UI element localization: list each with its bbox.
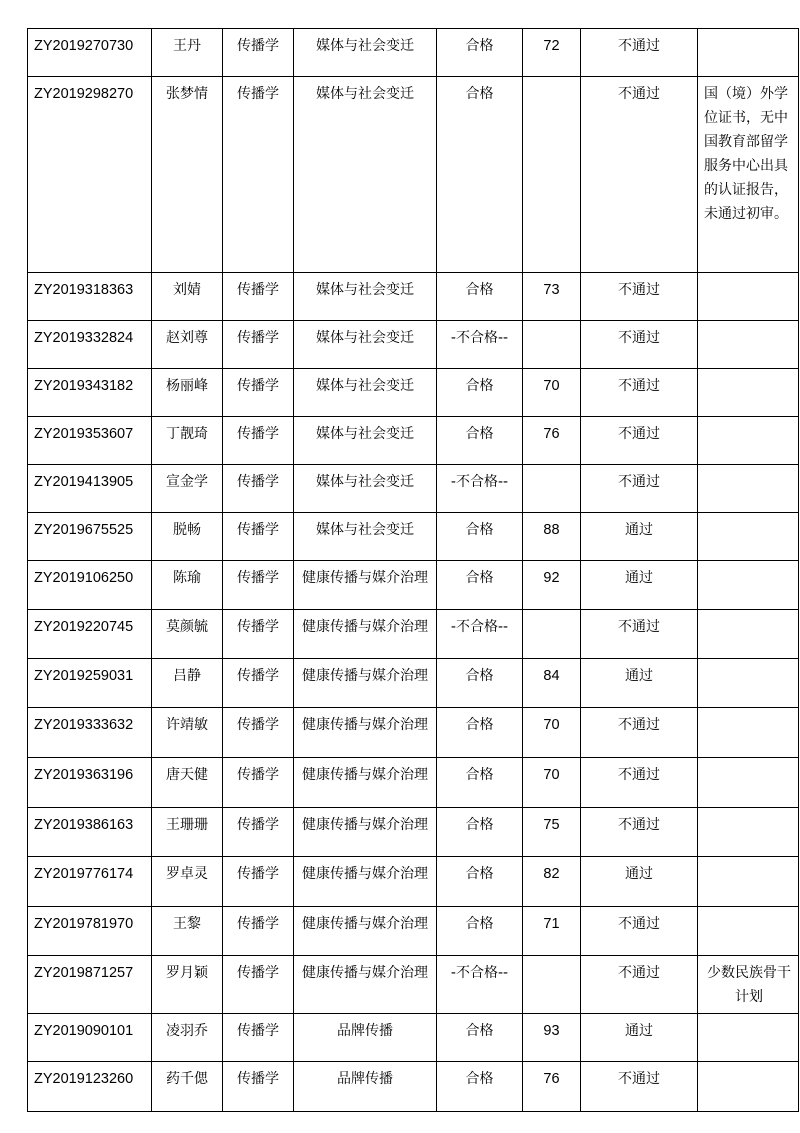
applicant-id-cell: ZY2019123260: [28, 1062, 152, 1112]
score-cell: 82: [523, 857, 581, 907]
research-direction-cell: 媒体与社会变迁: [294, 273, 437, 321]
applicant-id-cell: ZY2019675525: [28, 513, 152, 561]
result-cell: 不通过: [581, 808, 698, 857]
research-direction-cell: 品牌传播: [294, 1014, 437, 1062]
research-direction-cell: 健康传播与媒介治理: [294, 758, 437, 808]
research-direction-cell: 健康传播与媒介治理: [294, 659, 437, 708]
score-cell: [523, 465, 581, 513]
applicant-name-cell: 许靖敏: [152, 708, 223, 758]
table-row: [28, 808, 799, 857]
qualification-review-cell: -不合格--: [437, 610, 523, 659]
note-cell: [698, 758, 799, 808]
applicant-name-cell: 罗卓灵: [152, 857, 223, 907]
major-cell: 传播学: [223, 610, 294, 659]
note-cell: [698, 857, 799, 907]
score-cell: 73: [523, 273, 581, 321]
qualification-review-cell: -不合格--: [437, 465, 523, 513]
note-cell: [698, 29, 799, 77]
note-cell: [698, 907, 799, 956]
result-cell: 不通过: [581, 273, 698, 321]
major-cell: 传播学: [223, 321, 294, 369]
score-cell: [523, 321, 581, 369]
result-cell: 不通过: [581, 29, 698, 77]
research-direction-cell: 健康传播与媒介治理: [294, 857, 437, 907]
note-cell: [698, 321, 799, 369]
research-direction-cell: 健康传播与媒介治理: [294, 808, 437, 857]
applicant-name-cell: 张梦情: [152, 77, 223, 273]
qualification-review-cell: 合格: [437, 708, 523, 758]
major-cell: 传播学: [223, 561, 294, 610]
table-row: [28, 659, 799, 708]
note-cell: [698, 1062, 799, 1112]
applicant-id-cell: ZY2019333632: [28, 708, 152, 758]
result-cell: 不通过: [581, 1062, 698, 1112]
score-cell: [523, 77, 581, 273]
qualification-review-cell: 合格: [437, 369, 523, 417]
table-row: [28, 465, 799, 513]
major-cell: 传播学: [223, 708, 294, 758]
table-row: [28, 1062, 799, 1112]
major-cell: 传播学: [223, 417, 294, 465]
result-cell: 不通过: [581, 465, 698, 513]
table-row: [28, 758, 799, 808]
major-cell: 传播学: [223, 659, 294, 708]
research-direction-cell: 健康传播与媒介治理: [294, 956, 437, 1014]
score-cell: 84: [523, 659, 581, 708]
applicant-id-cell: ZY2019332824: [28, 321, 152, 369]
note-cell: [698, 659, 799, 708]
applicant-id-cell: ZY2019090101: [28, 1014, 152, 1062]
score-cell: [523, 610, 581, 659]
applicant-name-cell: 吕静: [152, 659, 223, 708]
table-row: [28, 1014, 799, 1062]
score-cell: 76: [523, 417, 581, 465]
research-direction-cell: 媒体与社会变迁: [294, 29, 437, 77]
table-row: [28, 907, 799, 956]
applicant-id-cell: ZY2019353607: [28, 417, 152, 465]
result-cell: 不通过: [581, 369, 698, 417]
table-row: [28, 273, 799, 321]
applicant-id-cell: ZY2019871257: [28, 956, 152, 1014]
note-cell: [698, 708, 799, 758]
table-row: [28, 29, 799, 77]
applicant-name-cell: 莫颜毓: [152, 610, 223, 659]
research-direction-cell: 健康传播与媒介治理: [294, 561, 437, 610]
table-row: [28, 77, 799, 273]
major-cell: 传播学: [223, 29, 294, 77]
score-cell: 88: [523, 513, 581, 561]
applicant-name-cell: 杨丽峰: [152, 369, 223, 417]
note-cell: 国（境）外学位证书，无中国教育部留学服务中心出具的认证报告，未通过初审。: [698, 77, 799, 273]
applicant-name-cell: 宣金学: [152, 465, 223, 513]
applicant-id-cell: ZY2019220745: [28, 610, 152, 659]
applicant-name-cell: 唐天健: [152, 758, 223, 808]
result-cell: 不通过: [581, 610, 698, 659]
table-row: [28, 857, 799, 907]
note-cell: 少数民族骨干计划: [698, 956, 799, 1014]
qualification-review-cell: 合格: [437, 561, 523, 610]
applicant-name-cell: 王丹: [152, 29, 223, 77]
score-cell: 70: [523, 708, 581, 758]
qualification-review-cell: 合格: [437, 808, 523, 857]
table-row: [28, 513, 799, 561]
applicant-id-cell: ZY2019298270: [28, 77, 152, 273]
note-cell: [698, 465, 799, 513]
qualification-review-cell: 合格: [437, 77, 523, 273]
result-cell: 不通过: [581, 417, 698, 465]
applicant-name-cell: 刘婧: [152, 273, 223, 321]
table-row: [28, 321, 799, 369]
applicant-id-cell: ZY2019343182: [28, 369, 152, 417]
qualification-review-cell: -不合格--: [437, 956, 523, 1014]
applicant-id-cell: ZY2019413905: [28, 465, 152, 513]
result-cell: 通过: [581, 857, 698, 907]
score-cell: 92: [523, 561, 581, 610]
note-cell: [698, 1014, 799, 1062]
major-cell: 传播学: [223, 369, 294, 417]
score-cell: 76: [523, 1062, 581, 1112]
major-cell: 传播学: [223, 758, 294, 808]
result-cell: 不通过: [581, 321, 698, 369]
research-direction-cell: 媒体与社会变迁: [294, 417, 437, 465]
applicant-name-cell: 赵刘尊: [152, 321, 223, 369]
table-row: [28, 417, 799, 465]
result-cell: 不通过: [581, 708, 698, 758]
note-cell: [698, 561, 799, 610]
applicant-id-cell: ZY2019318363: [28, 273, 152, 321]
major-cell: 传播学: [223, 956, 294, 1014]
result-cell: 不通过: [581, 907, 698, 956]
research-direction-cell: 媒体与社会变迁: [294, 513, 437, 561]
qualification-review-cell: 合格: [437, 1014, 523, 1062]
note-cell: [698, 808, 799, 857]
applicant-name-cell: 罗月颖: [152, 956, 223, 1014]
table-row: [28, 610, 799, 659]
qualification-review-cell: -不合格--: [437, 321, 523, 369]
qualification-review-cell: 合格: [437, 513, 523, 561]
research-direction-cell: 健康传播与媒介治理: [294, 610, 437, 659]
major-cell: 传播学: [223, 1014, 294, 1062]
research-direction-cell: 健康传播与媒介治理: [294, 708, 437, 758]
applicant-name-cell: 凌羽乔: [152, 1014, 223, 1062]
result-cell: 通过: [581, 1014, 698, 1062]
result-cell: 通过: [581, 659, 698, 708]
qualification-review-cell: 合格: [437, 1062, 523, 1112]
research-direction-cell: 媒体与社会变迁: [294, 77, 437, 273]
applicant-id-cell: ZY2019270730: [28, 29, 152, 77]
qualification-review-cell: 合格: [437, 29, 523, 77]
qualification-review-cell: 合格: [437, 417, 523, 465]
major-cell: 传播学: [223, 857, 294, 907]
note-cell: [698, 417, 799, 465]
applicant-name-cell: 王黎: [152, 907, 223, 956]
applicant-id-cell: ZY2019781970: [28, 907, 152, 956]
table-row: [28, 369, 799, 417]
major-cell: 传播学: [223, 907, 294, 956]
applicant-name-cell: 脱畅: [152, 513, 223, 561]
applicant-id-cell: ZY2019259031: [28, 659, 152, 708]
note-cell: [698, 610, 799, 659]
note-cell: [698, 369, 799, 417]
applicant-name-cell: 丁靓琦: [152, 417, 223, 465]
applicant-id-cell: ZY2019363196: [28, 758, 152, 808]
table-row: [28, 561, 799, 610]
major-cell: 传播学: [223, 465, 294, 513]
results-table: [27, 28, 799, 1112]
qualification-review-cell: 合格: [437, 273, 523, 321]
applicant-name-cell: 陈瑜: [152, 561, 223, 610]
score-cell: [523, 956, 581, 1014]
result-cell: 不通过: [581, 758, 698, 808]
result-cell: 通过: [581, 561, 698, 610]
qualification-review-cell: 合格: [437, 758, 523, 808]
result-cell: 通过: [581, 513, 698, 561]
qualification-review-cell: 合格: [437, 659, 523, 708]
note-cell: [698, 273, 799, 321]
research-direction-cell: 媒体与社会变迁: [294, 465, 437, 513]
major-cell: 传播学: [223, 1062, 294, 1112]
applicant-name-cell: 药千偲: [152, 1062, 223, 1112]
applicant-id-cell: ZY2019386163: [28, 808, 152, 857]
score-cell: 71: [523, 907, 581, 956]
note-cell: [698, 513, 799, 561]
applicant-name-cell: 王珊珊: [152, 808, 223, 857]
research-direction-cell: 媒体与社会变迁: [294, 369, 437, 417]
score-cell: 93: [523, 1014, 581, 1062]
score-cell: 75: [523, 808, 581, 857]
table-row: [28, 956, 799, 1014]
score-cell: 70: [523, 758, 581, 808]
result-cell: 不通过: [581, 956, 698, 1014]
score-cell: 72: [523, 29, 581, 77]
major-cell: 传播学: [223, 77, 294, 273]
applicant-id-cell: ZY2019106250: [28, 561, 152, 610]
major-cell: 传播学: [223, 273, 294, 321]
major-cell: 传播学: [223, 513, 294, 561]
research-direction-cell: 品牌传播: [294, 1062, 437, 1112]
research-direction-cell: 健康传播与媒介治理: [294, 907, 437, 956]
applicant-id-cell: ZY2019776174: [28, 857, 152, 907]
score-cell: 70: [523, 369, 581, 417]
qualification-review-cell: 合格: [437, 857, 523, 907]
major-cell: 传播学: [223, 808, 294, 857]
qualification-review-cell: 合格: [437, 907, 523, 956]
result-cell: 不通过: [581, 77, 698, 273]
research-direction-cell: 媒体与社会变迁: [294, 321, 437, 369]
table-row: [28, 708, 799, 758]
results-table-body: [28, 29, 799, 1112]
